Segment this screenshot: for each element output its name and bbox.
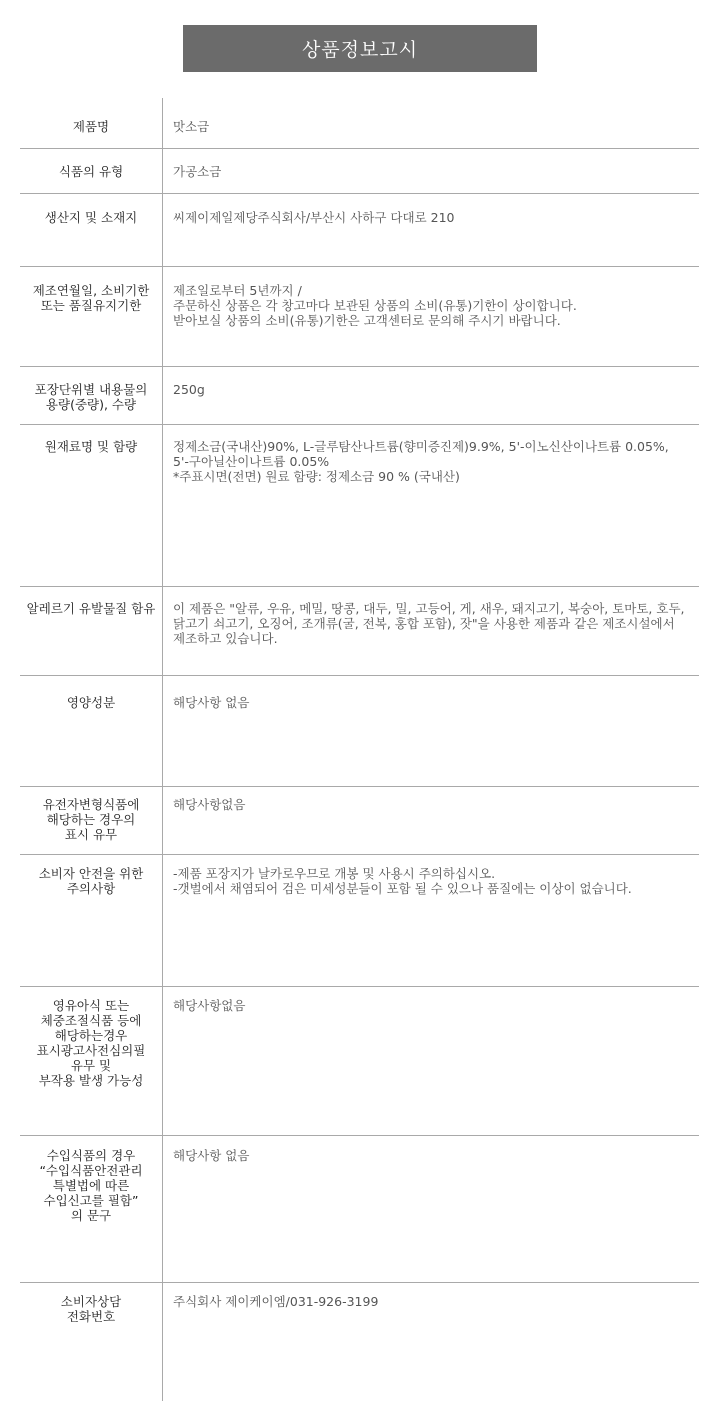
row-value: 맛소금 [173, 119, 210, 134]
row-label: 생산지 및 소재지 [20, 194, 163, 266]
row-label: 원재료명 및 함량 [20, 425, 163, 586]
table-row [20, 149, 699, 194]
row-value: 250g [173, 382, 205, 397]
row-label: 알레르기 유발물질 함유 [20, 587, 163, 675]
row-value: 가공소금 [173, 164, 222, 179]
row-label: 식품의 유형 [20, 149, 163, 193]
row-label: 수입식품의 경우 “수입식품안전관리 특별법에 따른 수입신고를 필함” 의 문구 [20, 1136, 163, 1282]
page-title: 상품정보고시 [183, 25, 537, 72]
row-value: 해당사항 없음 [173, 695, 250, 710]
row-value: 해당사항 없음 [173, 1148, 250, 1163]
table-row [20, 367, 699, 425]
row-label: 영양성분 [20, 676, 163, 786]
table-row [20, 587, 699, 676]
table-row [20, 267, 699, 367]
row-value: 정제소금(국내산)90%, L-글루탐산나트륨(향미증진제)9.9%, 5'-이노신산이나트륨 0.05%, 5'-구아닐산이나트륨 0.05% *주표시면(전면) 원료 함량: 정제소금 90 % (국내산) [173, 439, 669, 484]
row-label: 소비자상담 전화번호 [20, 1283, 163, 1401]
table-row [20, 855, 699, 987]
row-label: 유전자변형식품에 해당하는 경우의 표시 유무 [20, 787, 163, 854]
table-row [20, 987, 699, 1136]
row-label: 소비자 안전을 위한 주의사항 [20, 855, 163, 986]
row-label: 영유아식 또는 체중조절식품 등에 해당하는경우 표시광고사전심의필 유무 및 부작용 발생 가능성 [20, 987, 163, 1135]
table-row [20, 676, 699, 787]
row-value: -제품 포장지가 날카로우므로 개봉 및 사용시 주의하십시오. -갯벌에서 채염되어 검은 미세성분들이 포함 될 수 있으나 품질에는 이상이 없습니다. [173, 866, 632, 896]
row-value: 해당사항없음 [173, 998, 246, 1013]
product-info-table [20, 98, 699, 1401]
row-value: 제조일로부터 5년까지 / 주문하신 상품은 각 창고마다 보관된 상품의 소비(유통)기한이 상이합니다. 받아보실 상품의 소비(유통)기한은 고객센터로 문의해 주시기 바랍니다. [173, 283, 577, 328]
table-row [20, 425, 699, 587]
row-value: 씨제이제일제당주식회사/부산시 사하구 다대로 210 [173, 210, 455, 225]
table-row [20, 787, 699, 855]
row-label: 포장단위별 내용물의 용량(중량), 수량 [20, 367, 163, 424]
row-value: 주식회사 제이케이엠/031-926-3199 [173, 1294, 379, 1309]
table-row [20, 1136, 699, 1283]
row-label: 제조연월일, 소비기한 또는 품질유지기한 [20, 267, 163, 366]
table-row [20, 98, 699, 149]
row-label: 제품명 [20, 98, 163, 148]
table-row [20, 194, 699, 267]
table-row [20, 1283, 699, 1401]
row-value: 이 제품은 "알류, 우유, 메밀, 땅콩, 대두, 밀, 고등어, 게, 새우, 돼지고기, 복숭아, 토마토, 호두, 닭고기 쇠고기, 오징어, 조개류(굴, 전복, 홍합 포함), 잣"을 사용한 제품과 같은 제조시설에서 제조하고 있습니다. [173, 601, 685, 646]
row-value: 해당사항없음 [173, 797, 246, 812]
